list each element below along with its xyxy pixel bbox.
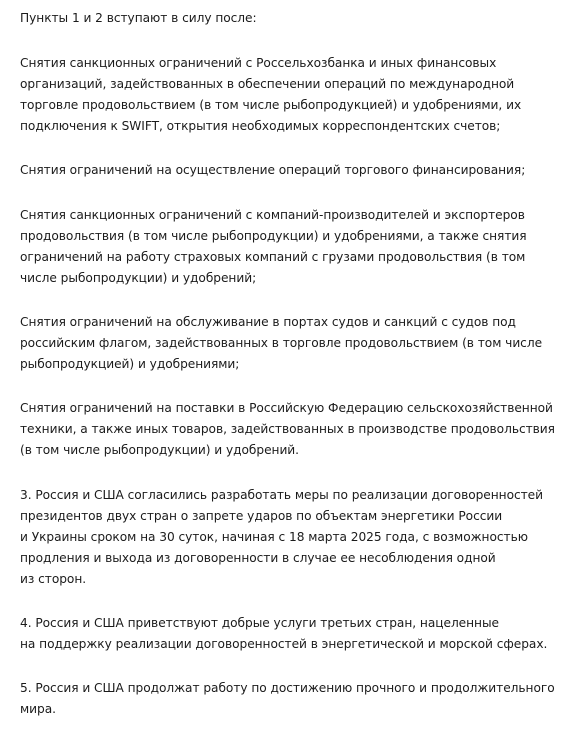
text-line: президентов двух стран о запрете ударов по объектам энергетики России <box>20 509 503 523</box>
text-line: и Украины сроком на 30 суток, начиная с 18 марта 2025 года, с возможностью <box>20 530 528 544</box>
text-line: мира. <box>20 702 56 716</box>
text-line: российским флагом, задействованных в торговле продовольствием (в том числе <box>20 336 543 350</box>
intro-text: Пункты 1 и 2 вступают в силу после: <box>20 11 257 25</box>
text-line: 3. Россия и США согласились разработать меры по реализации договоренностей <box>20 488 544 502</box>
text-line: ограничений на работу страховых компаний с грузами продовольствия (в том <box>20 250 526 264</box>
text-line: 5. Россия и США продолжат работу по достижению прочного и продолжительного <box>20 681 555 695</box>
text-line: Снятия ограничений на обслуживание в портах судов и санкций с судов под <box>20 315 516 329</box>
text-line: (в том числе рыбопродукции) и удобрений. <box>20 443 300 457</box>
text-line: Снятия санкционных ограничений с Россельхозбанка и иных финансовых <box>20 56 497 70</box>
text-line: подключения к SWIFT, открытия необходимых корреспондентских счетов; <box>20 119 501 133</box>
text-line: Снятия ограничений на поставки в Российскую Федерацию сельскохозяйственной <box>20 401 553 415</box>
text-line: из сторон. <box>20 572 87 586</box>
text-line: Снятия санкционных ограничений с компаний-производителей и экспортеров <box>20 208 525 222</box>
text-line: организаций, задействованных в обеспечении операций по международной <box>20 77 515 91</box>
text-line: торговле продовольствием (в том числе рыбопродукцией) и удобрениями, их <box>20 98 522 112</box>
text-line: Снятия ограничений на осуществление операций торгового финансирования; <box>20 163 526 177</box>
text-line: 4. Россия и США приветствуют добрые услуги третьих стран, нацеленные <box>20 616 499 630</box>
text-line: продления и выхода из договоренности в случае ее несоблюдения одной <box>20 551 496 565</box>
text-line: техники, а также иных товаров, задействованных в производстве продовольствия <box>20 422 555 436</box>
text-line: рыбопродукцией) и удобрениями; <box>20 357 240 371</box>
text-line: на поддержку реализации договоренностей в энергетической и морской сферах. <box>20 637 548 651</box>
text-line: продовольствия (в том числе рыбопродукции) и удобрениями, а также снятия <box>20 229 527 243</box>
text-line: числе рыбопродукции) и удобрений; <box>20 271 257 285</box>
